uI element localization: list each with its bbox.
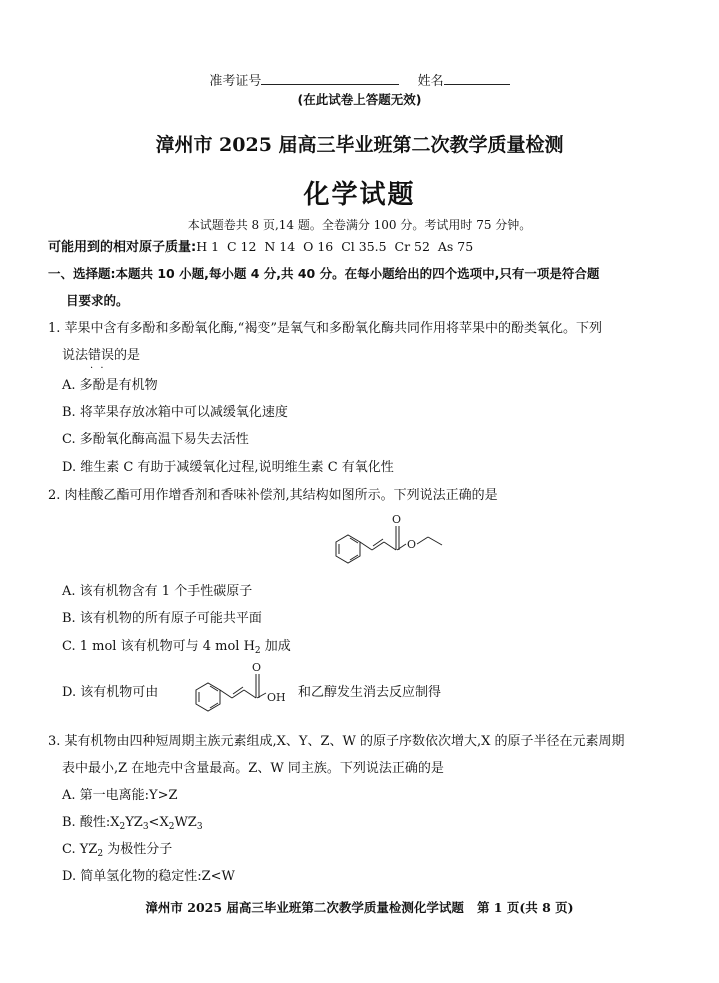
q2-c-text: C. 1 mol 该有机物可与 4 mol H [62,639,255,654]
chain-bond [384,542,396,550]
invalid-note: (在此试卷上答题无效) [297,92,422,107]
chain-bond [220,690,232,698]
exam-id-blank [261,72,399,85]
q3-stem-line2: 表中最小,Z 在地壳中含量最高。Z、W 同主族。下列说法正确的是 [62,761,444,776]
exam-intro: 本试题卷共 8 页,14 题。全卷满分 100 分。考试用时 75 分钟。 [187,218,532,232]
q1-stem-pre: 说法 [62,348,89,363]
q1-stem-line2 [62,347,140,365]
q3-b-text: <X [148,815,169,830]
q3-b-text: YZ [125,815,143,830]
q3-option-a: A. 第一电离能:Y>Z [62,788,178,803]
q3-b-sub: 2 [119,822,126,832]
carbonyl-oxygen: O [392,513,402,526]
chain-double-bond [233,687,243,694]
page-footer: 漳州市 2025 届高三毕业班第二次教学质量检测化学试题 第 1 页(共 8 页) [145,900,574,915]
benzene-ring [336,535,360,563]
q3-c-sub: 2 [97,849,104,859]
subject-title: 化学试题 [303,180,416,210]
ester-oxygen: O [407,538,417,551]
atomic-masses-label: 可能用到的相对原子质量: [48,240,197,255]
q3-b-sub: 2 [168,822,175,832]
q2-option-c [62,638,291,656]
q3-option-b [62,814,203,832]
q2-option-b: B. 该有机物的所有原子可能共平面 [62,611,262,626]
q3-stem-line1: 3. 某有机物由四种短周期主族元素组成,X、Y、Z、W 的原子序数依次增大,X 的原子半径在元素周期 [48,734,625,749]
cinnamic-acid-structure [188,662,298,722]
exam-header [0,70,719,89]
q2-option-a: A. 该有机物含有 1 个手性碳原子 [62,584,253,599]
q3-b-sub: 3 [142,822,149,832]
q2-option-d-post: 和乙醇发生消去反应制得 [298,685,442,700]
q2-stem: 2. 肉桂酸乙酯可用作增香剂和香味补偿剂,其结构如图所示。下列说法正确的是 [48,488,498,503]
hydroxyl-group: OH [267,691,286,704]
q3-option-c [62,841,172,859]
q2-c-subscript: 2 [254,646,261,656]
name-blank [444,72,510,85]
benzene-ring [196,683,220,711]
hydroxyl-bond [257,693,266,698]
q3-b-sub: 3 [196,822,203,832]
exam-id-label: 准考证号 [209,74,262,89]
chain-bond [244,690,256,698]
section-heading-line2: 目要求的。 [66,293,129,308]
q1-stem-line1: 1. 苹果中含有多酚和多酚氧化酶,“褐变”是氧气和多酚氧化酶共同作用将苹果中的酚类氧化。下列 [48,321,602,336]
name-label: 姓名 [417,74,444,89]
q1-option-d: D. 维生素 C 有助于减缓氧化过程,说明维生素 C 有氧化性 [62,460,394,475]
chain-bond [360,542,372,550]
ethyl-cinnamate-structure [318,512,478,582]
q1-option-c: C. 多酚氧化酶高温下易失去活性 [62,432,249,447]
q3-c-text: C. YZ [62,842,98,857]
ethyl-bond [417,537,428,544]
q1-option-a: A. 多酚是有机物 [62,378,158,393]
q2-option-d-pre: D. 该有机物可由 [62,685,159,700]
q1-stem-post: 的是 [114,348,141,363]
q3-c-text-end: 为极性分子 [103,842,173,857]
chain-double-bond [373,539,383,546]
ester-bond [397,544,406,550]
q1-emphasis-wrong: 错误 · · [88,348,114,363]
ethyl-bond [428,537,442,545]
atomic-masses [48,238,473,257]
q2-c-text-end: 加成 [260,639,291,654]
exam-title: 漳州市 2025 届高三毕业班第二次教学质量检测 [155,134,564,156]
section-heading-line1: 一、选择题:本题共 10 小题,每小题 4 分,共 40 分。在每小题给出的四个选项中,只有一项是符合题 [48,266,600,281]
carbonyl-oxygen: O [252,661,262,674]
q3-option-d: D. 简单氢化物的稳定性:Z<W [62,869,235,884]
atomic-masses-values: H 1 C 12 N 14 O 16 Cl 35.5 Cr 52 As 75 [196,239,474,254]
q1-option-b: B. 将苹果存放冰箱中可以减缓氧化速度 [62,405,288,420]
q3-b-text: WZ [174,815,197,830]
q3-b-text: B. 酸性:X [62,815,120,830]
